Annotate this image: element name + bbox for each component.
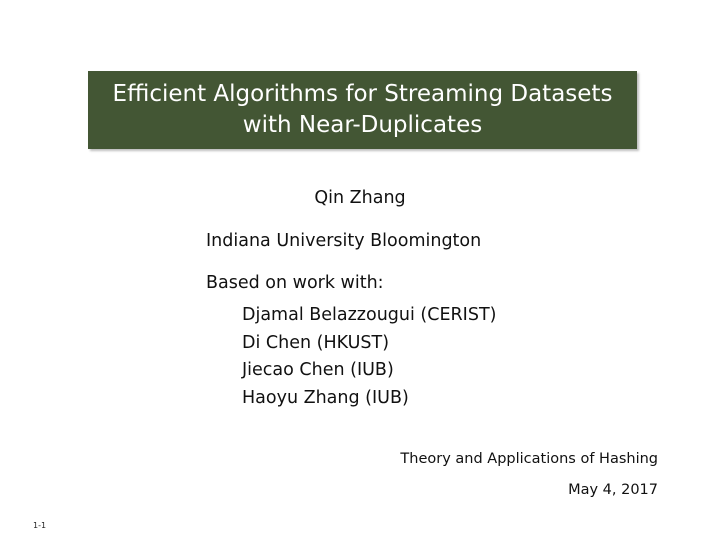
collaborator-list <box>242 302 496 412</box>
based-on-label: Based on work with: <box>206 273 384 293</box>
author-affiliation: Indiana University Bloomington <box>206 231 482 251</box>
venue-name: Theory and Applications of Hashing <box>400 451 658 467</box>
title-line-1: Efficient Algorithms for Streaming Datasets <box>112 81 613 107</box>
slide-number: 1-1 <box>33 521 47 530</box>
slide-title-box <box>88 71 637 149</box>
author-name: Qin Zhang <box>314 188 406 208</box>
collaborator-item: Djamal Belazzougui (CERIST) <box>242 305 497 325</box>
collaborator-item: Di Chen (HKUST) <box>242 332 390 353</box>
title-line-2: with Near-Duplicates <box>242 112 483 138</box>
collaborator-item: Haoyu Zhang (IUB) <box>242 387 409 408</box>
collaborator-item: Jiecao Chen (IUB) <box>242 360 394 380</box>
presentation-date: May 4, 2017 <box>568 482 658 498</box>
